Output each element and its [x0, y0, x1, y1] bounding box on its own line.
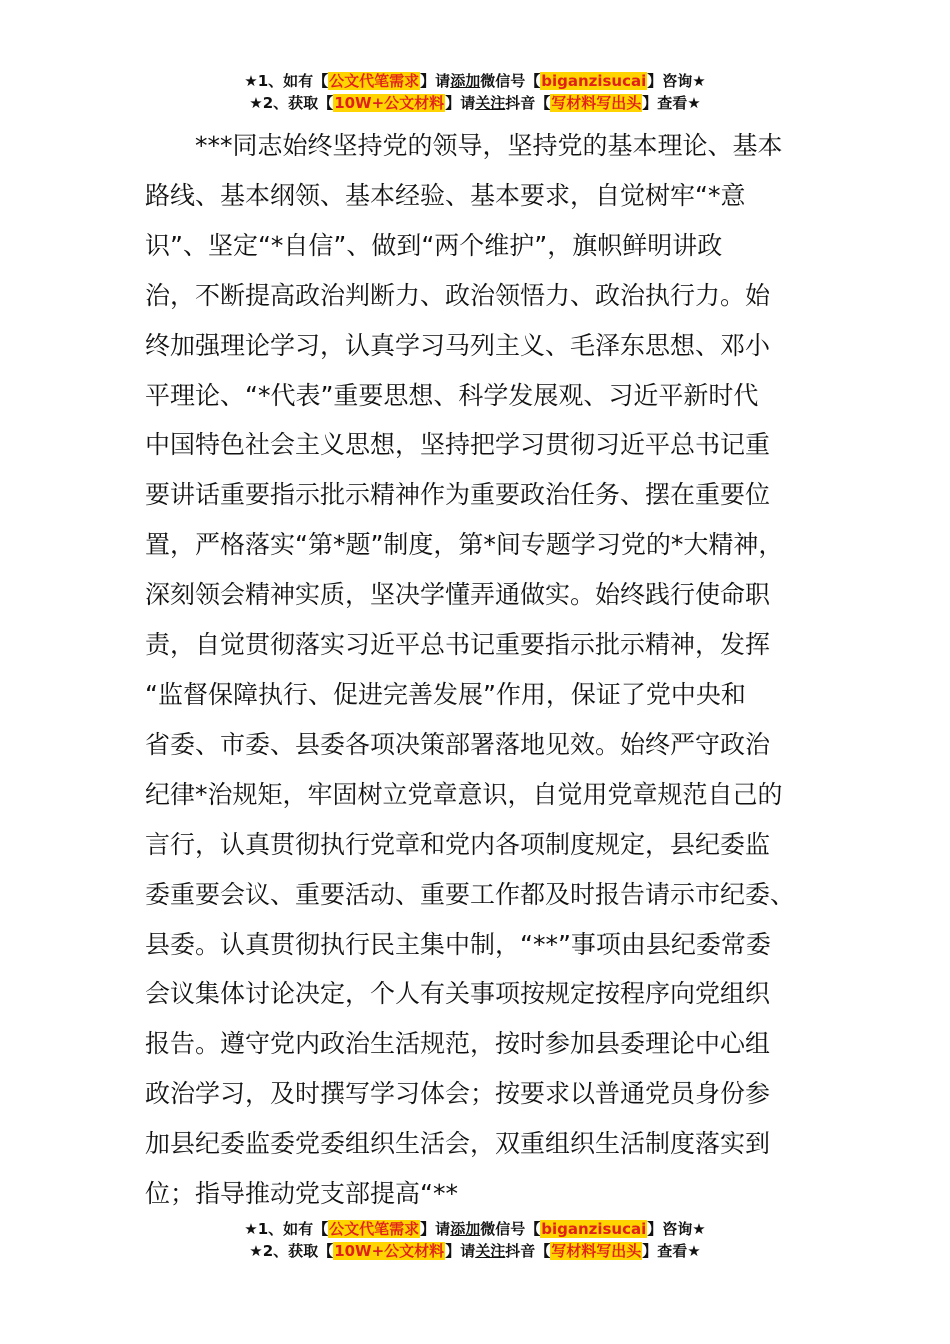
body-line: 路线、基本纲领、基本经验、基本要求，自觉树牢“*意	[145, 180, 746, 210]
banner-text: 微信号【	[480, 72, 541, 90]
banner-text: 】咨询★	[647, 72, 706, 90]
banner-text: 抖音【	[505, 94, 551, 112]
body-line: ***同志始终坚持党的领导，坚持党的基本理论、基本	[145, 131, 783, 160]
body-line: 县委。认真贯彻执行民主集中制，“**”事项由县纪委常委	[145, 929, 771, 959]
body-line: 加县纪委监委党委组织生活会，双重组织生活制度落实到	[145, 1129, 771, 1159]
body-line: 言行，认真贯彻执行党章和党内各项制度规定，县纪委监	[145, 829, 771, 859]
body-line: 委重要会议、重要活动、重要工作都及时报告请示市纪委、	[145, 879, 796, 909]
banner-text: ★2、获取【	[249, 1242, 334, 1260]
banner-highlight: 公文代笔需求	[329, 72, 420, 90]
banner-text: 】请	[420, 72, 451, 90]
body-line: 位；指导推动党支部提高“**	[145, 1179, 458, 1209]
banner-emphasis: 关注	[475, 94, 506, 112]
banner-row-2	[0, 92, 950, 114]
body-line: 纪律*治规矩，牢固树立党章意识，自觉用党章规范自己的	[145, 779, 783, 809]
banner-highlight: 公文代笔需求	[329, 1220, 420, 1238]
body-line: “监督保障执行、促进完善发展”作用，保证了党中央和	[145, 679, 746, 709]
body-line: 省委、市委、县委各项决策部署落地见效。始终严守政治	[145, 729, 771, 759]
banner-row-1	[0, 1218, 950, 1240]
body-line: 会议集体讨论决定，个人有关事项按规定按程序向党组织	[145, 979, 771, 1009]
banner-text: 】请	[445, 94, 476, 112]
banner-text: 】咨询★	[647, 1220, 706, 1238]
banner-text: 】请	[445, 1242, 476, 1260]
body-line: 治，不断提高政治判断力、政治领悟力、政治执行力。始	[145, 280, 771, 310]
body-paragraph	[145, 121, 825, 1219]
banner-text: 微信号【	[480, 1220, 541, 1238]
banner-text: ★2、获取【	[249, 94, 334, 112]
body-line: 深刻领会精神实质，坚决学懂弄通做实。始终践行使命职	[145, 580, 771, 610]
banner-highlight: biganzisucai	[541, 1220, 647, 1238]
body-line: 政治学习，及时撰写学习体会；按要求以普通党员身份参	[145, 1079, 771, 1109]
body-line: 报告。遵守党内政治生活规范，按时参加县委理论中心组	[145, 1029, 771, 1059]
banner-highlight: biganzisucai	[541, 72, 647, 90]
banner-emphasis: 关注	[475, 1242, 506, 1260]
body-line: 置，严格落实“第*题”制度，第*间专题学习党的*大精神，	[145, 530, 784, 560]
banner-highlight: 写材料写出头	[551, 94, 642, 112]
banner-emphasis: 添加	[450, 72, 481, 90]
body-line: 平理论、“*代表”重要思想、科学发展观、习近平新时代	[145, 380, 759, 410]
banner-emphasis: 添加	[450, 1220, 481, 1238]
banner-text: ★1、如有【	[244, 1220, 329, 1238]
footer-banner	[0, 1218, 950, 1262]
body-line: 终加强理论学习，认真学习马列主义、毛泽东思想、邓小	[145, 330, 771, 360]
banner-row-2	[0, 1240, 950, 1262]
header-banner	[0, 70, 950, 114]
banner-text: ★1、如有【	[244, 72, 329, 90]
body-line: 中国特色社会主义思想，坚持把学习贯彻习近平总书记重	[145, 430, 771, 460]
body-line: 责，自觉贯彻落实习近平总书记重要指示批示精神，发挥	[145, 630, 771, 660]
banner-text: 】查看★	[642, 94, 701, 112]
body-line: 要讲话重要指示批示精神作为重要政治任务、摆在重要位	[145, 480, 771, 510]
banner-highlight: 10W+公文材料	[334, 1242, 445, 1260]
body-line: 识”、坚定“*自信”、做到“两个维护”，旗帜鲜明讲政	[145, 230, 723, 260]
banner-text: 】查看★	[642, 1242, 701, 1260]
banner-text: 抖音【	[505, 1242, 551, 1260]
banner-text: 】请	[420, 1220, 451, 1238]
banner-row-1	[0, 70, 950, 92]
banner-highlight: 写材料写出头	[551, 1242, 642, 1260]
banner-highlight: 10W+公文材料	[334, 94, 445, 112]
